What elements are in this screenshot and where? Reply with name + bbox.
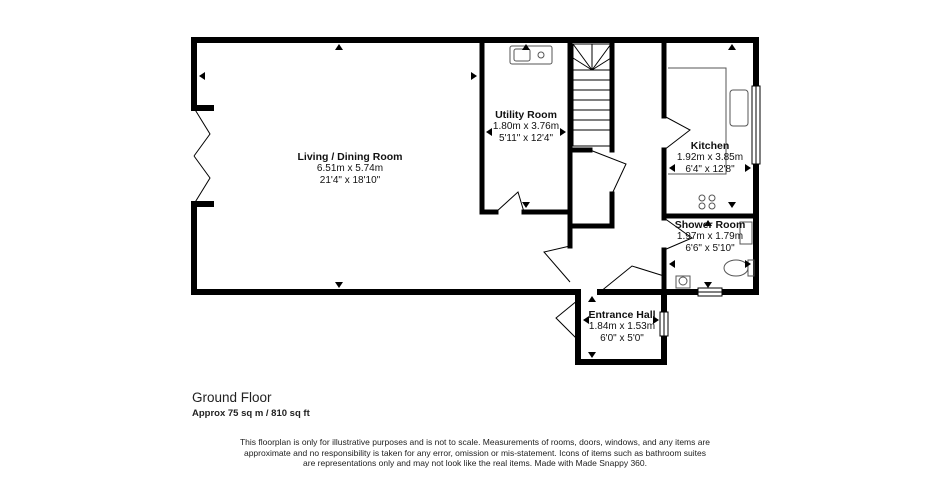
utility-room-imperial: 5'11" x 12'4" — [498, 133, 554, 145]
outer-walls — [194, 40, 756, 362]
living-dining-room-imperial: 21'4" x 18'10" — [319, 175, 381, 187]
kitchen-imperial: 6'4" x 12'8" — [685, 164, 735, 176]
left-door-recess — [194, 108, 214, 204]
stairs — [573, 44, 611, 146]
door-swings — [194, 108, 692, 340]
utility-room-label — [484, 109, 568, 145]
disclaimer — [200, 437, 750, 469]
shower-room-metric: 1.97m x 1.79m — [676, 231, 744, 243]
shower-room-name: Shower Room — [674, 219, 746, 231]
entrance-hall-metric: 1.84m x 1.53m — [588, 321, 656, 333]
kitchen-metric: 1.92m x 3.85m — [676, 152, 744, 164]
living-dining-room-metric: 6.51m x 5.74m — [316, 163, 384, 175]
shower-room-label — [670, 219, 750, 255]
entrance-hall-name: Entrance Hall — [588, 309, 656, 321]
entrance-hall-imperial: 6'0" x 5'0" — [600, 333, 644, 345]
utility-room-metric: 1.80m x 3.76m — [492, 121, 560, 133]
utility-room-name: Utility Room — [495, 109, 557, 121]
entrance-hall-label — [582, 309, 662, 345]
kitchen-name: Kitchen — [690, 140, 730, 152]
living-dining-room-name: Living / Dining Room — [297, 151, 403, 163]
kitchen-label — [670, 140, 750, 176]
measurement-markers — [199, 44, 751, 358]
living-dining-room-label — [270, 151, 430, 187]
floor-title: Ground Floor — [192, 390, 272, 405]
disclaimer-line-1: This floorplan is only for illustrative purposes and is not to scale. Measurements of rooms, doors, windows, and any items are — [239, 437, 711, 447]
floor-area: Approx 75 sq m / 810 sq ft — [192, 408, 310, 419]
disclaimer-line-3: are representations only and may not look like the real items. Made with Made Snappy 360. — [303, 458, 647, 469]
utility-sink — [510, 46, 552, 64]
disclaimer-line-2: approximate and no responsibility is taken for any error, omission or mis-statement. Icons of items such as bathroom suites — [243, 447, 707, 458]
windows — [660, 86, 760, 336]
kitchen-units — [668, 68, 748, 209]
shower-room-imperial: 6'6" x 5'10" — [685, 243, 735, 255]
